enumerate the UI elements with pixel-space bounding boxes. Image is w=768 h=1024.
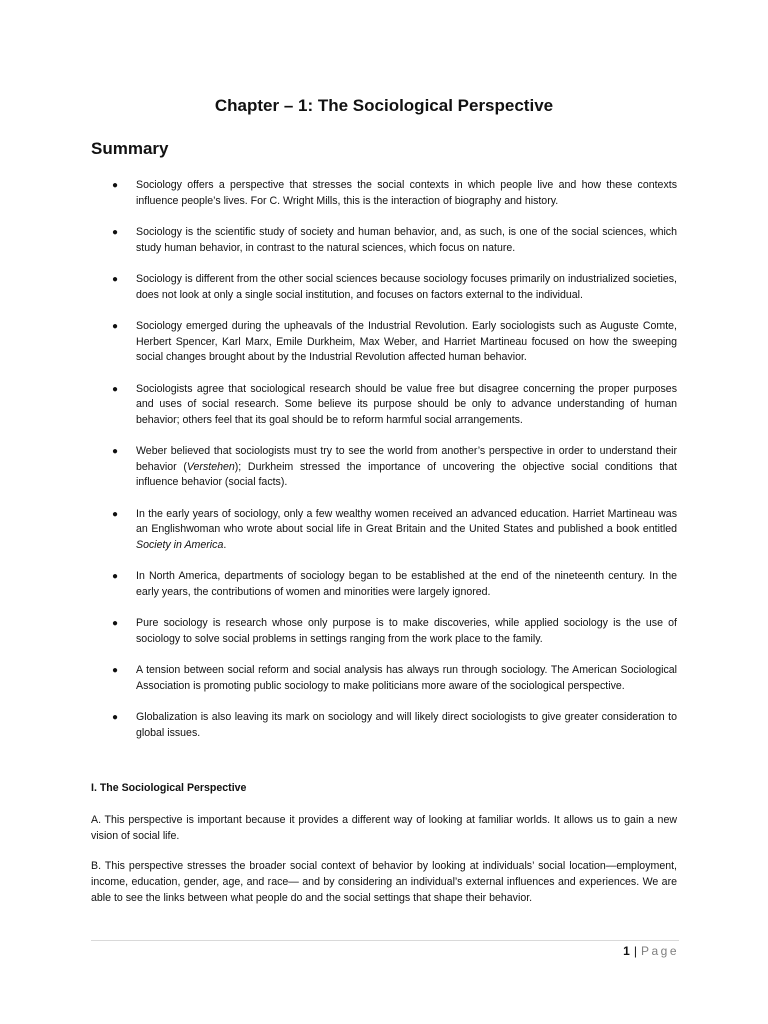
bullet-text: Sociology is the scientific study of society and human behavior, and, as such, is one of the social sciences, which study human behavior, in contrast to the natural sciences, which focus on nature. xyxy=(136,226,677,254)
bullet-text-after: ); Durkheim stressed the importance of uncovering the objective social conditions that influence behavior (social facts). xyxy=(136,460,677,488)
bullet-text: In North America, departments of sociology began to be established at the end of the nineteenth century. In the early years, the contributions of women and minorities were largely ignored. xyxy=(136,570,677,598)
summary-bullet-item xyxy=(91,663,677,694)
chapter-title: Chapter – 1: The Sociological Perspective xyxy=(214,96,554,115)
summary-bullet-item xyxy=(91,178,677,209)
summary-bullet-item xyxy=(91,225,677,256)
summary-bullet-item xyxy=(91,569,677,600)
bullet-icon: ● xyxy=(112,227,119,238)
page-label: Page xyxy=(640,944,679,958)
summary-bullet-list xyxy=(91,178,677,757)
bullet-text-before: In the early years of sociology, only a few wealthy women received an advanced education. Harriet Martineau was an Englishwoman who wrote about social life in Great Britain and the United States and published a book entitled xyxy=(136,507,677,535)
summary-bullet-item xyxy=(91,507,677,554)
bullet-text xyxy=(136,508,677,551)
bullet-icon: ● xyxy=(112,446,119,457)
bullet-text-italic: Verstehen xyxy=(186,460,235,473)
summary-heading: Summary xyxy=(91,139,169,158)
bullet-icon: ● xyxy=(112,618,119,629)
paragraph-a: A. This perspective is important because it provides a different way of looking at familiar worlds. It allows us to gain a new vision of social life. xyxy=(91,814,677,842)
summary-bullet-item xyxy=(91,710,677,741)
summary-bullet-item xyxy=(91,616,677,647)
bullet-icon: ● xyxy=(112,180,119,191)
bullet-text-italic: Society in America xyxy=(136,538,224,551)
bullet-text xyxy=(136,445,677,488)
bullet-icon: ● xyxy=(112,321,119,332)
bullet-text-after: . xyxy=(223,538,227,551)
bullet-text: Sociologists agree that sociological research should be value free but disagree concerning the proper purposes and uses of social research. Some believe its purpose should be only to advance understanding of human behavior; others feel that its goal should be to reform harmful social arrangements. xyxy=(136,382,677,426)
footer-divider xyxy=(91,940,679,941)
bullet-text: Globalization is also leaving its mark on sociology and will likely direct sociologists to give greater consideration to global issues. xyxy=(136,711,677,739)
bullet-icon: ● xyxy=(112,508,119,520)
bullet-text: Sociology offers a perspective that stresses the social contexts in which people live and how these contexts influence people’s lives. For C. Wright Mills, this is the interaction of biography and history. xyxy=(136,179,677,207)
paragraph-b: B. This perspective stresses the broader social context of behavior by looking at individuals’ social location—employment, income, education, gender, age, and race— and by considering an individual’s external influences and experiences. We are able to see the links between what people do and the social settings that shape their behavior. xyxy=(91,860,677,904)
bullet-icon: ● xyxy=(112,712,119,723)
summary-bullet-item xyxy=(91,272,677,303)
page-footer xyxy=(623,944,679,958)
bullet-text: Pure sociology is research whose only purpose is to make discoveries, while applied sociology is the use of sociology to solve social problems in settings ranging from the work place to the family. xyxy=(136,617,677,645)
bullet-text: Sociology emerged during the upheavals of the Industrial Revolution. Early sociologists such as Auguste Comte, Herbert Spencer, Karl Marx, Emile Durkheim, Max Weber, and Harriet Martineau focused on how the sweeping social changes brought about by the Industrial Revolution affected human behavior. xyxy=(136,320,677,363)
summary-bullet-item xyxy=(91,382,677,429)
bullet-icon: ● xyxy=(112,665,119,676)
summary-bullet-item xyxy=(91,444,677,491)
summary-bullet-item xyxy=(91,319,677,366)
bullet-text: Sociology is different from the other social sciences because sociology focuses primarily on industrialized societies, does not look at only a single social institution, and focuses on factors external to the individual. xyxy=(136,273,677,301)
footer-separator: | xyxy=(633,944,637,958)
bullet-text: A tension between social reform and social analysis has always run through sociology. The American Sociological Association is promoting public sociology to make politicians more aware of the sociological perspective. xyxy=(136,664,677,692)
bullet-text-before: Weber believed that sociologists must try to see the world from another’s perspective in order to understand their behavior ( xyxy=(136,445,677,473)
section-heading: I. The Sociological Perspective xyxy=(91,782,247,794)
bullet-icon: ● xyxy=(112,571,119,582)
page-number: 1 xyxy=(623,944,630,958)
bullet-icon: ● xyxy=(112,383,119,395)
bullet-icon: ● xyxy=(112,274,119,285)
